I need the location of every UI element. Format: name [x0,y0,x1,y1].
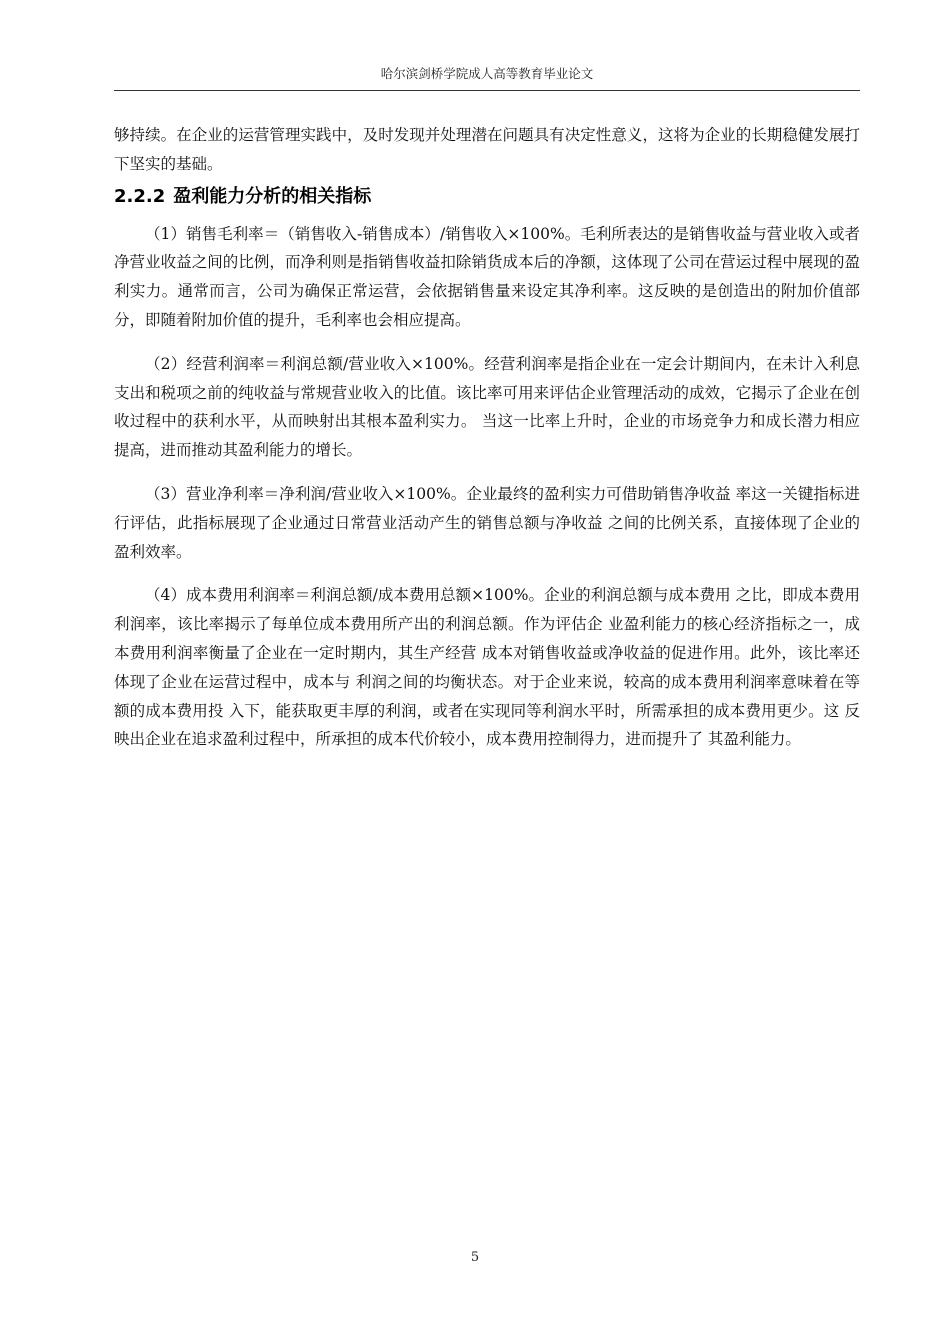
page-content [114,121,860,769]
paragraph-operating-margin: （2）经营利润率＝利润总额/营业收入×100%。经营利润率是指企业在一定会计期间内，在未计入利息支出和税项之前的纯收益与常规营业收入的比值。该比率可用来评估企业管理活动的成效，它揭示了企业在创收过程中的获利水平，从而映射出其根本盈利实力。 当这一比率上升时，企业的市场竞争力和成长潜力相应提高，进而推动其盈利能力的增长。 [114,354,860,460]
intro-paragraph: 够持续。在企业的运营管理实践中，及时发现并处理潜在问题具有决定性意义，这将为企业的长期稳健发展打下坚实的基础。 [114,126,860,173]
page-header [114,64,860,91]
page-number: 5 [470,1250,480,1265]
section-title: 盈利能力分析的相关指标 [173,185,372,207]
section-number: 2.2.2 [114,185,166,207]
section-heading [114,182,860,212]
paragraph-cost-profit-ratio: （4）成本费用利润率＝利润总额/成本费用总额×100%。企业的利润总额与成本费用 之比，即成本费用利润率，该比率揭示了每单位成本费用所产出的利润总额。作为评估企 业盈利能力的核心经济指标之一，成本费用利润率衡量了企业在一定时期内，其生产经营 成本对销售收益或净收益的促进作用。此外，该比率还体现了企业在运营过程中，成本与 利润之间的均衡状态。对于企业来说，较高的成本费用利润率意味着在等额的成本费用投 入下，能获取更丰厚的利润，或者在实现同等利润水平时，所需承担的成本费用更少。这 反映出企业在追求盈利过程中，所承担的成本代价较小，成本费用控制得力，进而提升了 其盈利能力。 [114,586,860,749]
paragraph-gross-margin: （1）销售毛利率＝（销售收入-销售成本）/销售收入×100%。毛利所表达的是销售收益与营业收入或者净营业收益之间的比例，而净利则是指销售收益扣除销货成本后的净额，这体现了公司在营运过程中展现的盈利实力。通常而言，公司为确保正常运营，会依据销售量来设定其净利率。这反映的是创造出的附加价值部分，即随着附加价值的提升，毛利率也会相应提高。 [114,224,860,329]
header-title: 哈尔滨剑桥学院成人高等教育毕业论文 [380,66,594,81]
paragraph-net-margin: （3）营业净利率＝净利润/营业收入×100%。企业最终的盈利实力可借助销售净收益 率这一关键指标进行评估，此指标展现了企业通过日常营业活动产生的销售总额与净收益 之间的比例关系，直接体现了企业的盈利效率。 [114,484,860,561]
